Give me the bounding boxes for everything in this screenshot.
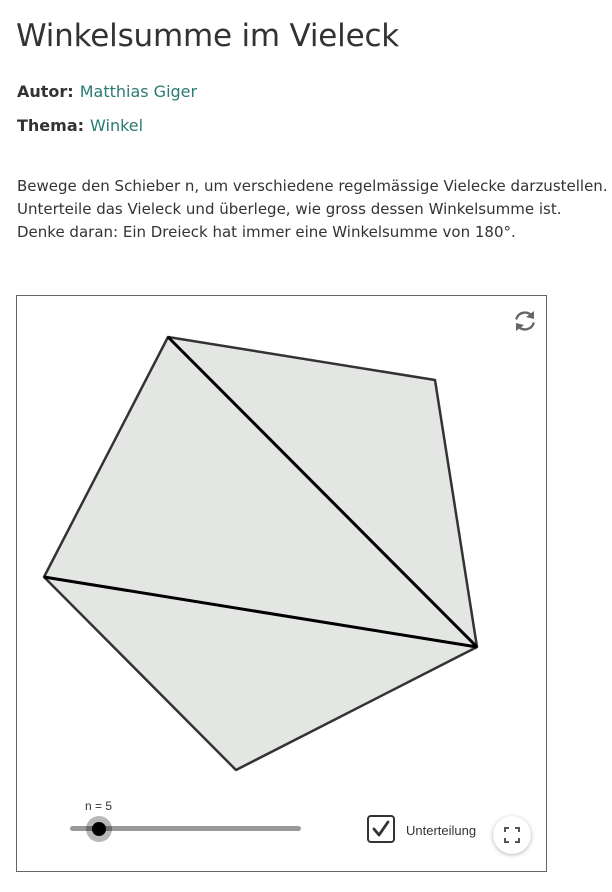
author-label: Autor: <box>17 82 74 101</box>
geogebra-applet <box>16 295 547 872</box>
slider-thumb[interactable] <box>86 816 112 842</box>
topic-link[interactable]: Winkel <box>90 116 144 135</box>
slider-label: n = 5 <box>85 799 113 813</box>
page-title: Winkelsumme im Vieleck <box>16 18 400 54</box>
topic-row <box>17 116 143 135</box>
topic-label: Thema: <box>17 116 85 135</box>
subdivision-checkbox[interactable] <box>367 815 395 843</box>
description <box>17 175 607 244</box>
subdivision-label: Unterteilung <box>406 823 477 838</box>
description-line: Bewege den Schieber n, um verschiedene regelmässige Vielecke darzustellen. <box>17 177 608 195</box>
fullscreen-icon <box>504 827 520 843</box>
author-row <box>17 82 197 101</box>
description-line: Unterteile das Vieleck und überlege, wie gross dessen Winkelsumme ist. <box>17 200 562 218</box>
polygon-figure <box>17 296 547 872</box>
slider-thumb-dot <box>92 822 106 836</box>
description-line: Denke daran: Ein Dreieck hat immer eine Winkelsumme von 180°. <box>17 223 516 241</box>
regular-polygon <box>44 337 477 770</box>
fullscreen-button[interactable] <box>493 816 531 854</box>
checkmark-icon <box>371 819 391 839</box>
author-link[interactable]: Matthias Giger <box>79 82 198 101</box>
reset-icon <box>511 307 539 335</box>
reset-button[interactable] <box>511 307 539 335</box>
